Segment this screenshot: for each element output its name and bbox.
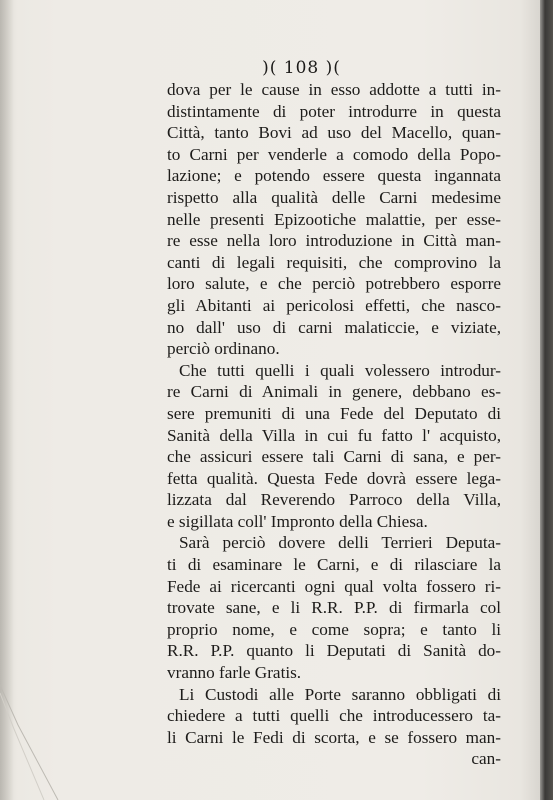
text-line: distintamente di poter introdurre in questa (167, 101, 501, 121)
text-line: Fede ai ricercanti ogni qual volta fossero ri- (167, 576, 501, 596)
text-line: li Carni le Fedi di scorta, e se fossero man- (167, 727, 501, 747)
text-line: perciò ordinano. (167, 339, 280, 359)
text-line: fetta qualità. Questa Fede dovrà essere lega- (167, 468, 501, 488)
text-line: Città, tanto Bovi ad uso del Macello, quan- (167, 123, 501, 143)
text-line: R.R. P.P. quanto li Deputati di Sanità do- (167, 641, 501, 661)
text-line: e sigillata coll' Impronto della Chiesa. (167, 511, 428, 531)
page-edge (540, 0, 553, 800)
text-line: re Carni di Animali in genere, debbano es- (167, 382, 501, 402)
text-line: che assicuri essere tali Carni di sana, e per- (167, 447, 501, 467)
text-line: Li Custodi alle Porte saranno obbligati di (179, 684, 501, 704)
text-line: dova per le cause in esso addotte a tutti in- (167, 80, 501, 99)
text-line: ti di esaminare le Carni, e di rilasciare la (167, 555, 501, 575)
page-number-header: )( 108 )( (262, 58, 341, 78)
text-line: lizzata dal Reverendo Parroco della Villa, (167, 490, 501, 510)
text-line: chiedere a tutti quelli che introducessero ta- (167, 706, 501, 726)
text-line: Che tutti quelli i quali volessero introdur- (179, 360, 501, 380)
text-line: loro salute, e che perciò potrebbero esporre (167, 274, 501, 294)
text-line: Sarà perciò dovere delli Terrieri Deputa- (179, 533, 501, 553)
text-line: lazione; e potendo essere questa ingannata (167, 166, 501, 186)
text-line: re esse nella loro introduzione in Città man- (167, 231, 501, 251)
text-line: proprio nome, e come sopra; e tanto li (167, 619, 501, 639)
body-text (167, 79, 501, 770)
text-line: vranno farle Gratis. (167, 663, 302, 683)
text-line: sere premuniti di una Fede del Deputato di (167, 403, 501, 423)
text-line: nelle presenti Epizootiche malattie, per esse- (167, 209, 501, 229)
text-line: can- (471, 749, 501, 769)
text-line: gli Abitanti ai pericolosi effetti, che nasco- (167, 295, 501, 315)
text-line: no dall' uso di carni malaticcie, e viziate, (167, 317, 501, 337)
text-line: rispetto alla qualità delle Carni medesime (167, 187, 501, 207)
text-line: trovate sane, e li R.R. P.P. di firmarla col (167, 598, 501, 618)
text-line: to Carni per venderle a comodo della Popo- (167, 144, 501, 164)
text-line: canti di legali requisiti, che comprovino la (167, 252, 501, 272)
text-line: Sanità della Villa in cui fu fatto l' acquisto, (167, 425, 501, 445)
binding-shadow (0, 0, 14, 800)
